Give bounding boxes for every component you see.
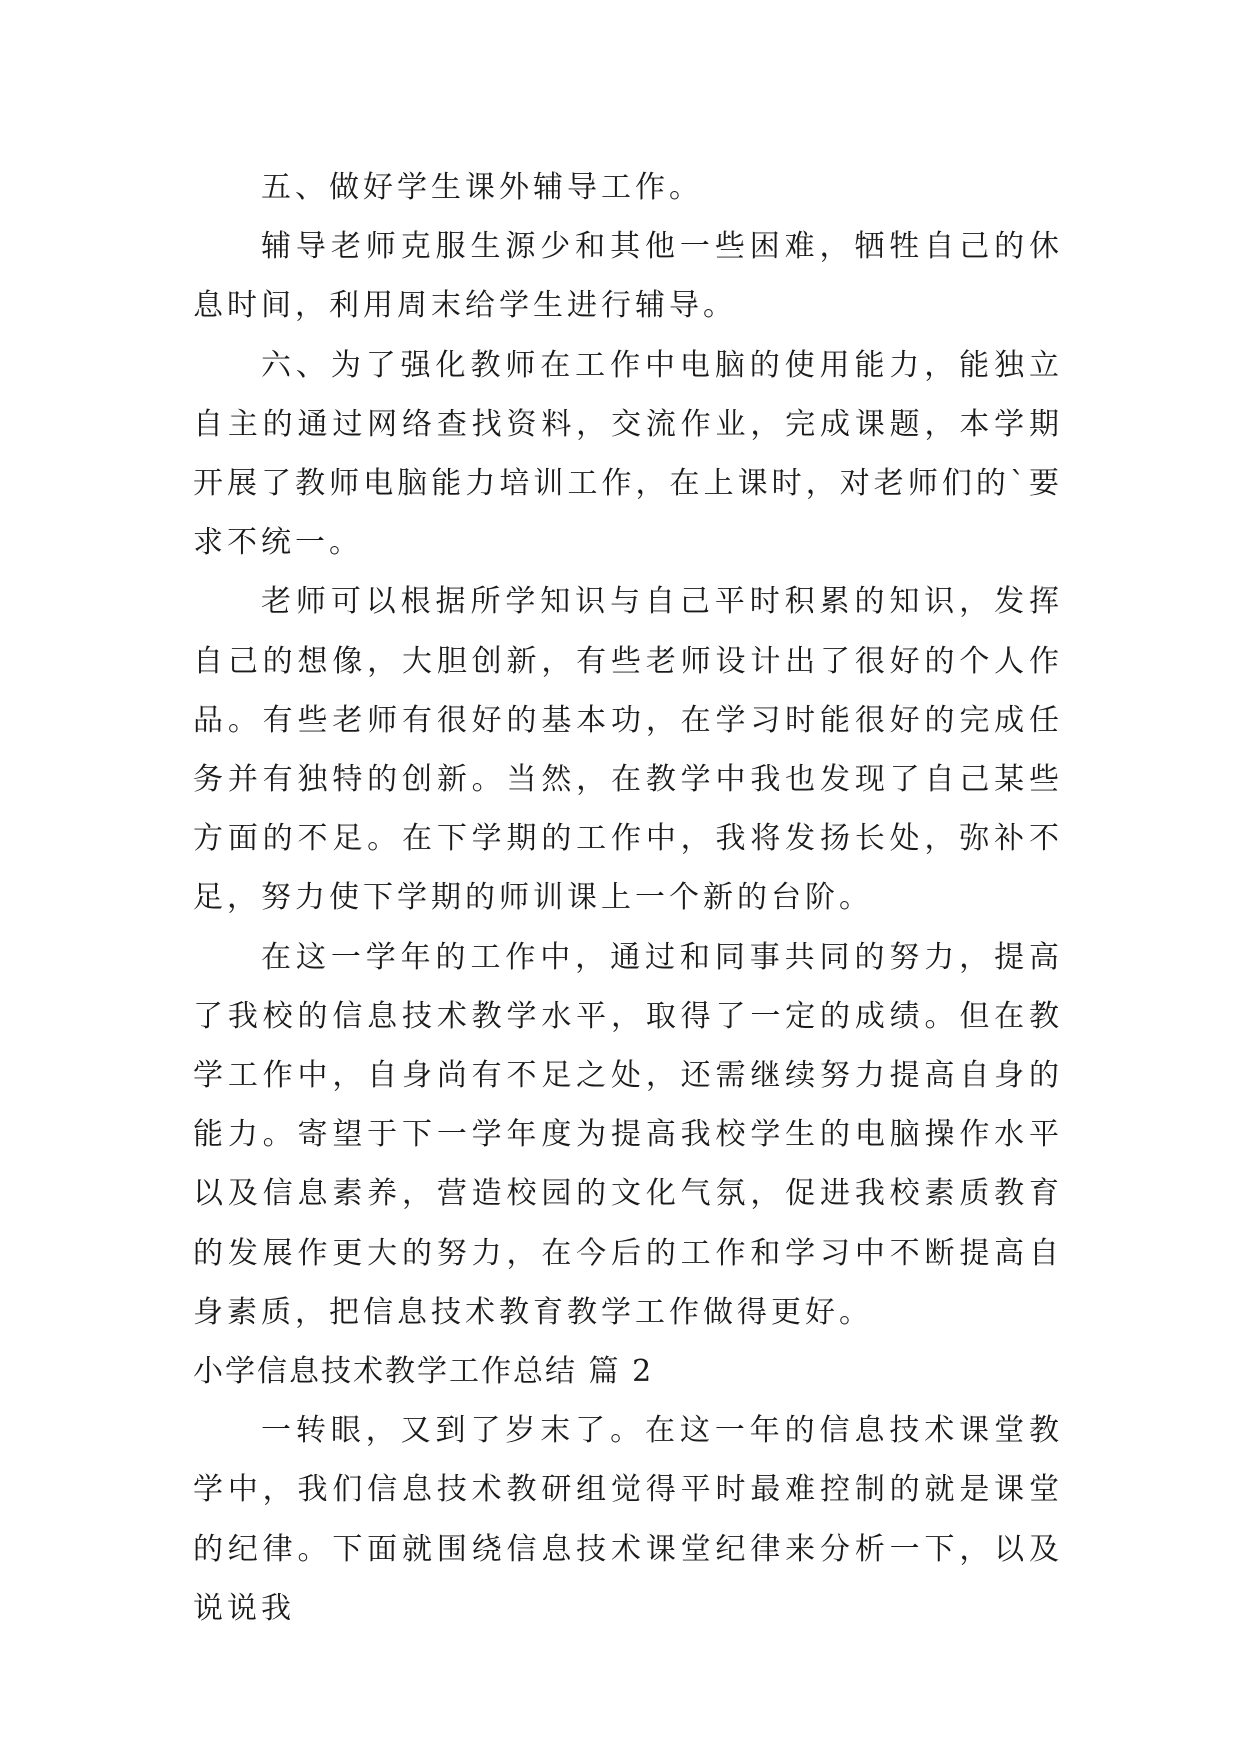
document-body	[193, 158, 1063, 1638]
paragraph-classroom-discipline: 一转眼，又到了岁末了。在这一年的信息技术课堂教学中，我们信息技术教研组觉得平时最难控制的就是课堂的纪律。下面就围绕信息技术课堂纪律来分析一下，以及说说我	[193, 1413, 1063, 1626]
paragraph-computer-training: 六、为了强化教师在工作中电脑的使用能力，能独立自主的通过网络查找资料，交流作业，完成课题，本学期开展了教师电脑能力培训工作，在上课时，对老师们的`要求不统一。	[193, 347, 1063, 561]
paragraph-teacher-creativity: 老师可以根据所学知识与自己平时积累的知识，发挥自己的想像，大胆创新，有些老师设计出了很好的个人作品。有些老师有很好的基本功，在学习时能很好的完成任务并有独特的创新。当然，在教学中我也发现了自己某些方面的不足。在下学期的工作中，我将发扬长处，弥补不足，努力使下学期的师训课上一个新的台阶。	[193, 584, 1063, 916]
paragraph-extracurricular-tutoring: 五、做好学生课外辅导工作。	[261, 170, 703, 205]
section-heading: 小学信息技术教学工作总结 篇 2	[193, 1354, 654, 1390]
paragraph-year-summary: 在这一学年的工作中，通过和同事共同的努力，提高了我校的信息技术教学水平，取得了一定的成绩。但在教学工作中，自身尚有不足之处，还需继续努力提高自身的能力。寄望于下一学年度为提高我校学生的电脑操作水平以及信息素养，营造校园的文化气氛，促进我校素质教育的发展作更大的努力，在今后的工作和学习中不断提高自身素质，把信息技术教育教学工作做得更好。	[193, 939, 1063, 1330]
paragraph-tutoring-details: 辅导老师克服生源少和其他一些困难，牺牲自己的休息时间，利用周末给学生进行辅导。	[193, 229, 1063, 324]
